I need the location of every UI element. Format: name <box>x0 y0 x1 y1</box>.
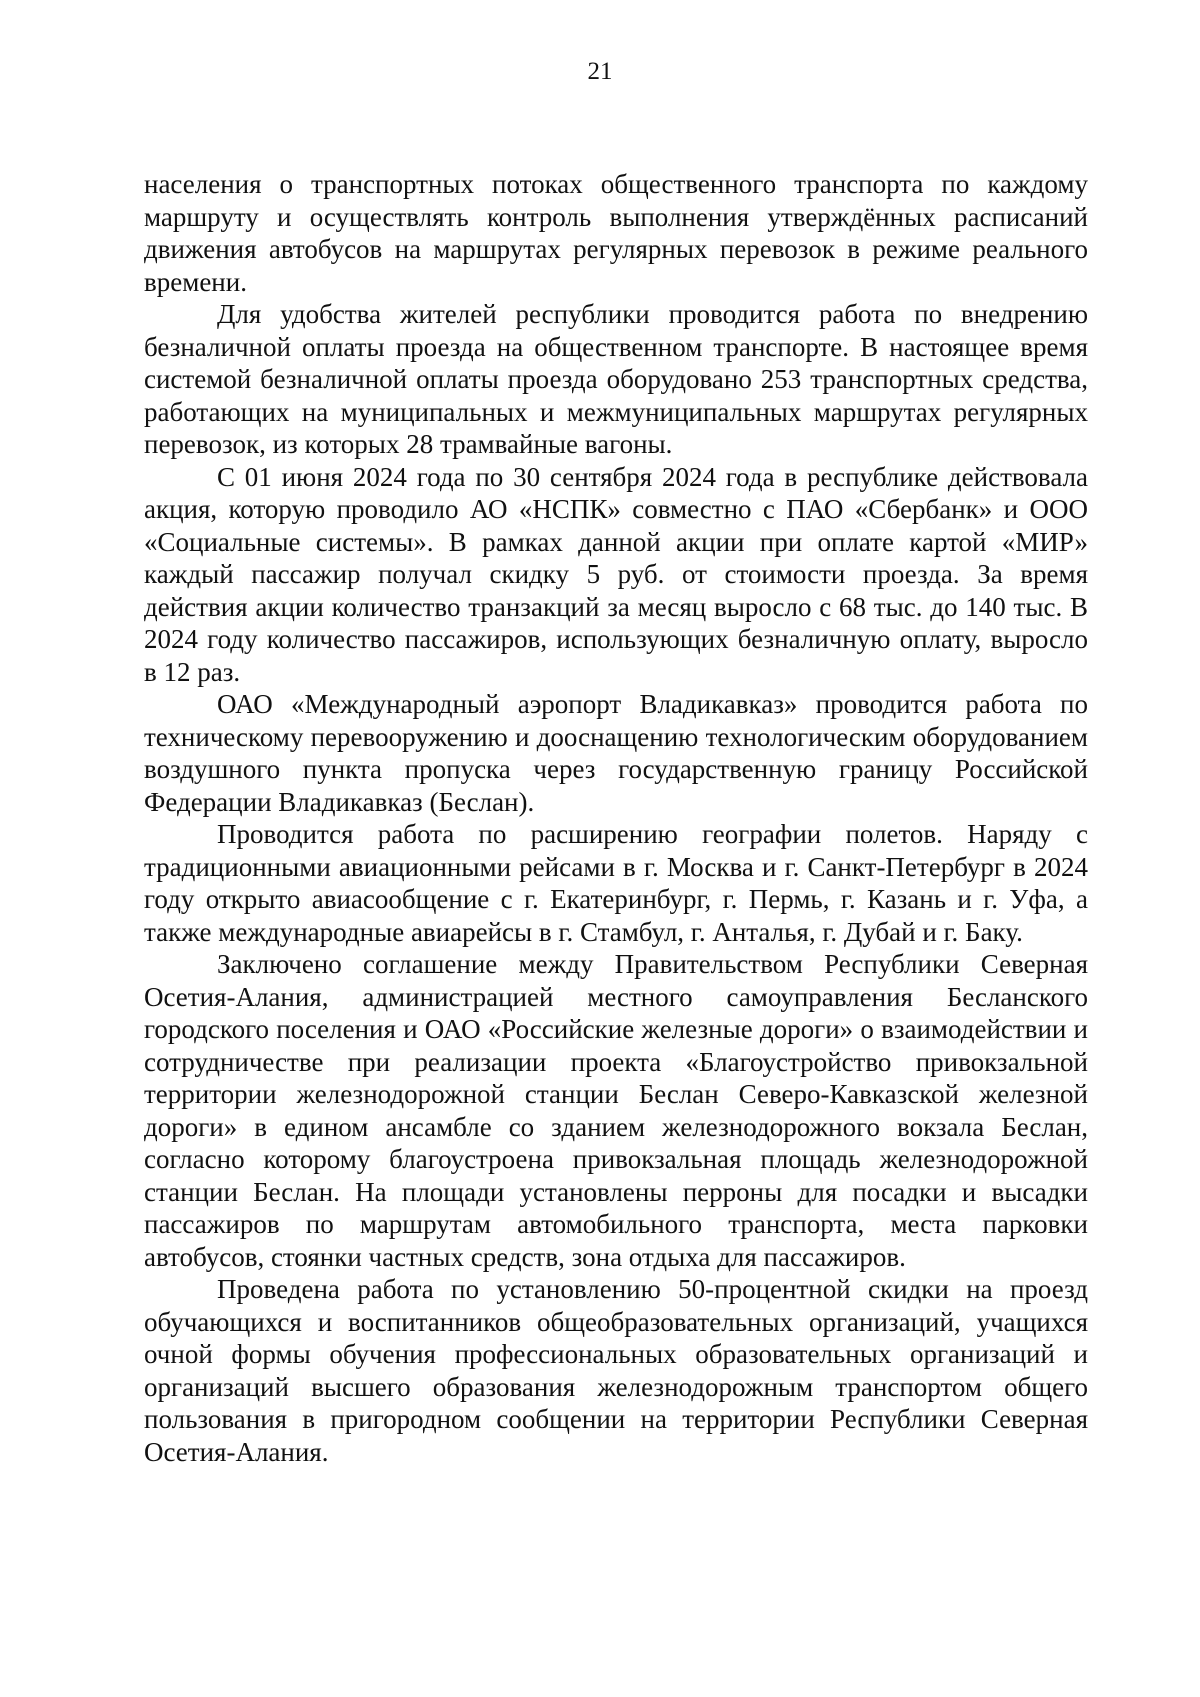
document-body <box>144 168 1088 1468</box>
paragraph-mir-promotion: С 01 июня 2024 года по 30 сентября 2024 года в республике действовала акция, которую проводило АО «НСПК» совместно с ПАО «Сбербанк» и ООО «Социальные системы». В рамках данной акции при оплате картой «МИР» каждый пассажир получал скидку 5 руб. от стоимости проезда. За время действия акции количество транзакций за месяц выросло с 68 тыс. до 140 тыс. В 2024 году количество пассажиров, использующих безналичную оплату, выросло в 12 раз. <box>144 461 1088 687</box>
paragraph-cashless-payment: Для удобства жителей республики проводится работа по внедрению безналичной оплаты проезда на общественном транспорте. В настоящее время системой безналичной оплаты проезда оборудовано 253 транспортных средства, работающих на муниципальных и межмуниципальных маршрутах регулярных перевозок, из которых 28 трамвайные вагоны. <box>144 299 1088 459</box>
page-number: 21 <box>587 58 613 85</box>
paragraph-student-discount: Проведена работа по установлению 50-процентной скидки на проезд обучающихся и воспитанников общеобразовательных организаций, учащихся очной формы обучения профессиональных образовательных организаций и организаций высшего образования железнодорожным транспортом общего пользования в пригородном сообщении на территории Республики Северная Осетия-Алания. <box>144 1274 1088 1467</box>
paragraph-beslan-station-agreement: Заключено соглашение между Правительством Республики Северная Осетия-Алания, администрацией местного самоуправления Бесланского городского поселения и ОАО «Российские железные дороги» о взаимодействии и сотрудничестве при реализации проекта «Благоустройство привокзальной территории железнодорожной станции Беслан Северо-Кавказской железной дороги» в едином ансамбле со зданием железнодорожного вокзала Беслан, согласно которому благоустроена привокзальная площадь железнодорожной станции Беслан. На площади установлены перроны для посадки и высадки пассажиров по маршрутам автомобильного транспорта, места парковки автобусов, стоянки частных средств, зона отдыха для пассажиров. <box>144 949 1088 1272</box>
paragraph-flight-geography: Проводится работа по расширению географии полетов. Наряду с традиционными авиационными рейсами в г. Москва и г. Санкт-Петербург в 2024 году открыто авиасообщение с г. Екатеринбург, г. Пермь, г. Казань и г. Уфа, а также международные авиарейсы в г. Стамбул, г. Анталья, г. Дубай и г. Баку. <box>144 819 1088 947</box>
paragraph-continuation: населения о транспортных потоках общественного транспорта по каждому маршруту и осуществлять контроль выполнения утверждённых расписаний движения автобусов на маршрутах регулярных перевозок в режиме реального времени. <box>144 169 1088 297</box>
paragraph-airport-modernization: ОАО «Международный аэропорт Владикавказ» проводится работа по техническому перевооружению и дооснащению технологическим оборудованием воздушного пункта пропуска через государственную границу Российской Федерации Владикавказ (Беслан). <box>144 689 1088 817</box>
